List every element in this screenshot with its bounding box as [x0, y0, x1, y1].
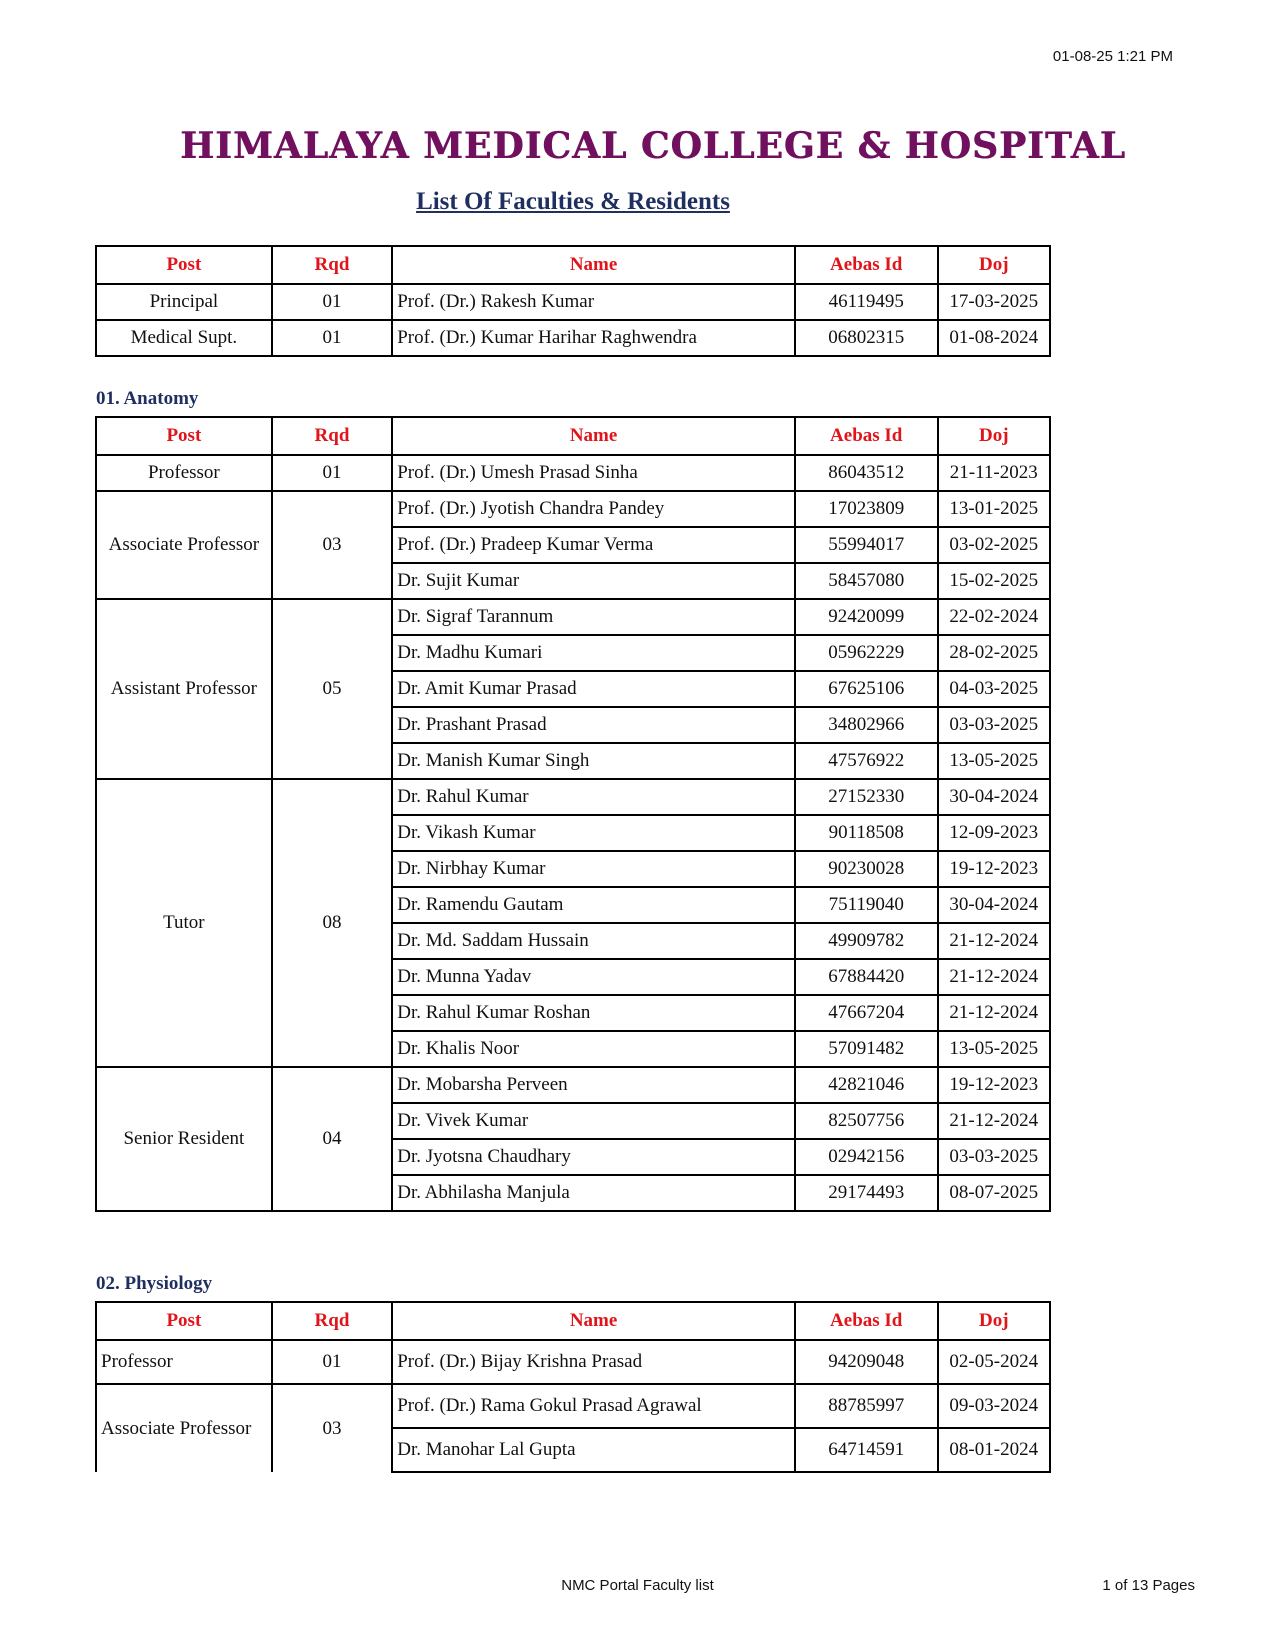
- aebas-cell: 64714591: [795, 1428, 938, 1472]
- column-header-rqd: Rqd: [272, 246, 393, 284]
- table-row: [96, 1067, 1050, 1103]
- aebas-cell: 17023809: [795, 491, 938, 527]
- post-cell: Assistant Professor: [96, 599, 272, 779]
- name-cell: Prof. (Dr.) Umesh Prasad Sinha: [392, 455, 795, 491]
- aebas-cell: 02942156: [795, 1139, 938, 1175]
- table-row: [96, 455, 1050, 491]
- column-header-post: Post: [96, 417, 272, 455]
- aebas-cell: 67884420: [795, 959, 938, 995]
- aebas-cell: 46119495: [795, 284, 938, 320]
- name-cell: Prof. (Dr.) Rama Gokul Prasad Agrawal: [392, 1384, 795, 1428]
- aebas-cell: 27152330: [795, 779, 938, 815]
- table-row: [96, 284, 1050, 320]
- name-cell: Dr. Sigraf Tarannum: [392, 599, 795, 635]
- name-cell: Dr. Sujit Kumar: [392, 563, 795, 599]
- column-header-post: Post: [96, 1302, 272, 1340]
- aebas-cell: 86043512: [795, 455, 938, 491]
- name-cell: Dr. Manish Kumar Singh: [392, 743, 795, 779]
- rqd-cell: 08: [272, 779, 393, 1067]
- name-cell: Dr. Amit Kumar Prasad: [392, 671, 795, 707]
- doj-cell: 19-12-2023: [938, 851, 1050, 887]
- doj-cell: 08-07-2025: [938, 1175, 1050, 1211]
- physiology-table: [95, 1301, 1051, 1473]
- aebas-cell: 58457080: [795, 563, 938, 599]
- doj-cell: 22-02-2024: [938, 599, 1050, 635]
- column-header-post: Post: [96, 246, 272, 284]
- name-cell: Prof. (Dr.) Bijay Krishna Prasad: [392, 1340, 795, 1384]
- column-header-aebas: Aebas Id: [795, 417, 938, 455]
- name-cell: Dr. Md. Saddam Hussain: [392, 923, 795, 959]
- column-header-aebas: Aebas Id: [795, 1302, 938, 1340]
- rqd-cell: 04: [272, 1067, 393, 1211]
- rqd-cell: 01: [272, 1340, 393, 1384]
- college-title: HIMALAYA MEDICAL COLLEGE & HOSPITAL: [180, 125, 1126, 167]
- doj-cell: 13-01-2025: [938, 491, 1050, 527]
- anatomy-table: [95, 416, 1051, 1212]
- aebas-cell: 75119040: [795, 887, 938, 923]
- rqd-cell: 01: [272, 284, 393, 320]
- doj-cell: 01-08-2024: [938, 320, 1050, 356]
- column-header-name: Name: [392, 1302, 795, 1340]
- table-row: [96, 1340, 1050, 1384]
- section-title-anatomy: 01. Anatomy: [96, 388, 199, 409]
- post-cell: Professor: [96, 455, 272, 491]
- table-header-row: [96, 246, 1050, 284]
- name-cell: Prof. (Dr.) Kumar Harihar Raghwendra: [392, 320, 795, 356]
- post-cell: Professor: [96, 1340, 272, 1384]
- name-cell: Prof. (Dr.) Rakesh Kumar: [392, 284, 795, 320]
- name-cell: Prof. (Dr.) Jyotish Chandra Pandey: [392, 491, 795, 527]
- post-cell: Principal: [96, 284, 272, 320]
- aebas-cell: 94209048: [795, 1340, 938, 1384]
- page-subtitle: List Of Faculties & Residents: [416, 188, 730, 215]
- page-count: 1 of 13 Pages: [1102, 1577, 1195, 1594]
- name-cell: Dr. Nirbhay Kumar: [392, 851, 795, 887]
- post-cell: Senior Resident: [96, 1067, 272, 1211]
- doj-cell: 03-03-2025: [938, 1139, 1050, 1175]
- table-header-row: [96, 417, 1050, 455]
- table-row: [96, 320, 1050, 356]
- table-row: [96, 599, 1050, 635]
- doj-cell: 21-12-2024: [938, 959, 1050, 995]
- doj-cell: 03-03-2025: [938, 707, 1050, 743]
- post-cell: Associate Professor: [96, 1384, 272, 1472]
- doj-cell: 30-04-2024: [938, 887, 1050, 923]
- doj-cell: 12-09-2023: [938, 815, 1050, 851]
- aebas-cell: 47667204: [795, 995, 938, 1031]
- name-cell: Dr. Madhu Kumari: [392, 635, 795, 671]
- doj-cell: 21-11-2023: [938, 455, 1050, 491]
- post-cell: Associate Professor: [96, 491, 272, 599]
- column-header-name: Name: [392, 246, 795, 284]
- doj-cell: 21-12-2024: [938, 923, 1050, 959]
- doj-cell: 15-02-2025: [938, 563, 1050, 599]
- doj-cell: 19-12-2023: [938, 1067, 1050, 1103]
- column-header-aebas: Aebas Id: [795, 246, 938, 284]
- name-cell: Dr. Prashant Prasad: [392, 707, 795, 743]
- column-header-doj: Doj: [938, 246, 1050, 284]
- rqd-cell: 03: [272, 1384, 393, 1472]
- column-header-doj: Doj: [938, 417, 1050, 455]
- name-cell: Dr. Vikash Kumar: [392, 815, 795, 851]
- doj-cell: 21-12-2024: [938, 1103, 1050, 1139]
- table-row: [96, 491, 1050, 527]
- table-row: [96, 1384, 1050, 1428]
- aebas-cell: 05962229: [795, 635, 938, 671]
- column-header-rqd: Rqd: [272, 417, 393, 455]
- column-header-name: Name: [392, 417, 795, 455]
- doj-cell: 17-03-2025: [938, 284, 1050, 320]
- rqd-cell: 01: [272, 455, 393, 491]
- name-cell: Dr. Ramendu Gautam: [392, 887, 795, 923]
- table-header-row: [96, 1302, 1050, 1340]
- post-cell: Tutor: [96, 779, 272, 1067]
- name-cell: Dr. Jyotsna Chaudhary: [392, 1139, 795, 1175]
- aebas-cell: 34802966: [795, 707, 938, 743]
- doj-cell: 28-02-2025: [938, 635, 1050, 671]
- aebas-cell: 88785997: [795, 1384, 938, 1428]
- aebas-cell: 47576922: [795, 743, 938, 779]
- doj-cell: 02-05-2024: [938, 1340, 1050, 1384]
- doj-cell: 09-03-2024: [938, 1384, 1050, 1428]
- aebas-cell: 90118508: [795, 815, 938, 851]
- column-header-rqd: Rqd: [272, 1302, 393, 1340]
- aebas-cell: 06802315: [795, 320, 938, 356]
- aebas-cell: 29174493: [795, 1175, 938, 1211]
- aebas-cell: 57091482: [795, 1031, 938, 1067]
- print-timestamp: 01-08-25 1:21 PM: [1052, 48, 1173, 65]
- doj-cell: 04-03-2025: [938, 671, 1050, 707]
- aebas-cell: 55994017: [795, 527, 938, 563]
- table-row: [96, 779, 1050, 815]
- name-cell: Dr. Vivek Kumar: [392, 1103, 795, 1139]
- aebas-cell: 42821046: [795, 1067, 938, 1103]
- aebas-cell: 82507756: [795, 1103, 938, 1139]
- name-cell: Dr. Manohar Lal Gupta: [392, 1428, 795, 1472]
- rqd-cell: 01: [272, 320, 393, 356]
- admin-table: [95, 245, 1051, 357]
- post-cell: Medical Supt.: [96, 320, 272, 356]
- aebas-cell: 67625106: [795, 671, 938, 707]
- name-cell: Dr. Rahul Kumar Roshan: [392, 995, 795, 1031]
- name-cell: Dr. Mobarsha Perveen: [392, 1067, 795, 1103]
- doj-cell: 21-12-2024: [938, 995, 1050, 1031]
- section-title-physiology: 02. Physiology: [96, 1273, 213, 1294]
- name-cell: Dr. Abhilasha Manjula: [392, 1175, 795, 1211]
- column-header-doj: Doj: [938, 1302, 1050, 1340]
- doj-cell: 03-02-2025: [938, 527, 1050, 563]
- doj-cell: 30-04-2024: [938, 779, 1050, 815]
- aebas-cell: 92420099: [795, 599, 938, 635]
- name-cell: Dr. Munna Yadav: [392, 959, 795, 995]
- doj-cell: 13-05-2025: [938, 743, 1050, 779]
- name-cell: Dr. Rahul Kumar: [392, 779, 795, 815]
- rqd-cell: 05: [272, 599, 393, 779]
- aebas-cell: 90230028: [795, 851, 938, 887]
- footer-label: NMC Portal Faculty list: [561, 1577, 714, 1594]
- doj-cell: 08-01-2024: [938, 1428, 1050, 1472]
- name-cell: Dr. Khalis Noor: [392, 1031, 795, 1067]
- doj-cell: 13-05-2025: [938, 1031, 1050, 1067]
- name-cell: Prof. (Dr.) Pradeep Kumar Verma: [392, 527, 795, 563]
- aebas-cell: 49909782: [795, 923, 938, 959]
- rqd-cell: 03: [272, 491, 393, 599]
